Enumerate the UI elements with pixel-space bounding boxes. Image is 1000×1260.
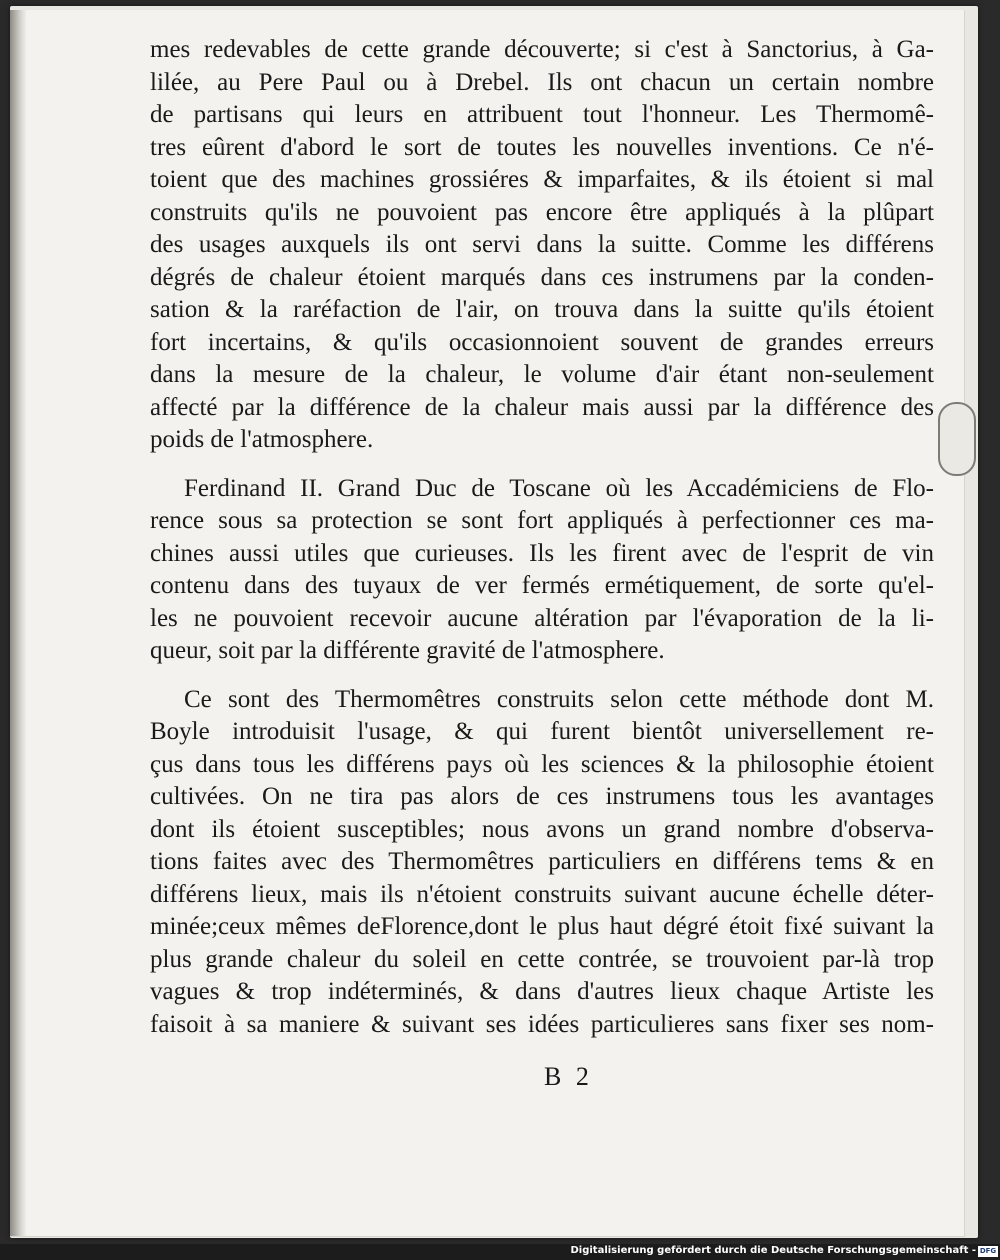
page-body-text [150,34,934,1041]
text-line: dans la mesure de la chaleur, le volume d'air étant non-seulement [150,361,934,388]
paragraph [150,473,934,668]
text-line: queur, soit par la différente gravité de l'atmosphere. [150,637,665,664]
page-spine-shadow [10,10,26,1236]
text-line: minée;ceux mêmes deFlorence,dont le plus haut dégré étoit fixé suivant la [150,913,934,940]
text-line: chines aussi utiles que curieuses. Ils les firent avec de l'esprit de vin [150,539,934,567]
text-line: plus grande chaleur du soleil en cette contrée, se trouvoient par-là trop [150,945,934,973]
text-line: toient que des machines grossiéres & imparfaites, & ils étoient si mal [150,166,934,193]
paragraph-gap [150,457,934,473]
text-line: tions faites avec des Thermomêtres particuliers en différens tems & en [150,848,934,875]
page-tab-edge [938,402,976,476]
text-line: faisoit à sa maniere & suivant ses idées particulieres sans fixer ses nom- [150,1010,934,1038]
paragraph [150,684,934,1042]
text-line: construits qu'ils ne pouvoient pas encore être appliqués à la plûpart [150,198,934,226]
text-line: cultivées. On ne tira pas alors de ces instrumens tous les avantages [150,783,934,810]
text-line: les ne pouvoient recevoir aucune altération par l'évaporation de la li- [150,604,934,632]
text-line: différens lieux, mais ils n'étoient construits suivant aucune échelle déter- [150,880,934,908]
text-line: fort incertains, & qu'ils occasionnoient souvent de grandes erreurs [150,328,934,356]
footer-bar [0,1244,1000,1260]
text-line: çus dans tous les différens pays où les sciences & la philosophie étoient [150,750,934,778]
text-line: Boyle introduisit l'usage, & qui furent bientôt universellement re- [150,718,934,745]
text-line: dégrés de chaleur étoient marqués dans ces instrumens par la conden- [150,263,934,291]
funding-notice: Digitalisierung gefördert durch die Deutsche Forschungsgemeinschaft - [570,1245,976,1256]
dfg-logo: DFG [979,1247,997,1255]
text-line: de partisans qui leurs en attribuent tout l'honneur. Les Thermomê- [150,101,934,128]
signature-mark: B 2 [544,1062,593,1091]
text-line: vagues & trop indéterminés, & dans d'autres lieux chaque Artiste les [150,978,934,1005]
text-line: Ce sont des Thermomêtres construits selon cette méthode dont M. [184,685,934,713]
paragraph [150,34,934,457]
text-line: des usages auxquels ils ont servi dans la suitte. Comme les différens [150,231,934,258]
text-line: poids de l'atmosphere. [150,426,374,453]
text-line: rence sous sa protection se sont fort appliqués à perfectionner ces ma- [150,507,934,534]
text-line: contenu dans des tuyaux de ver fermés ermétiquement, de sorte qu'el- [150,572,934,599]
text-line: tres eûrent d'abord le sort de toutes les nouvelles inventions. Ce n'é- [150,133,934,161]
text-line: mes redevables de cette grande découverte; si c'est à Sanctorius, à Ga- [150,36,934,63]
text-line: sation & la raréfaction de l'air, on trouva dans la suitte qu'ils étoient [150,296,934,323]
text-line: affecté par la différence de la chaleur mais aussi par la différence des [150,393,934,421]
paragraph-gap [150,668,934,684]
text-line: dont ils étoient susceptibles; nous avons un grand nombre d'observa- [150,815,934,843]
text-line: lilée, au Pere Paul ou à Drebel. Ils ont chacun un certain nombre [150,68,934,96]
text-line: Ferdinand II. Grand Duc de Toscane où les Accadémiciens de Flo- [184,474,934,502]
